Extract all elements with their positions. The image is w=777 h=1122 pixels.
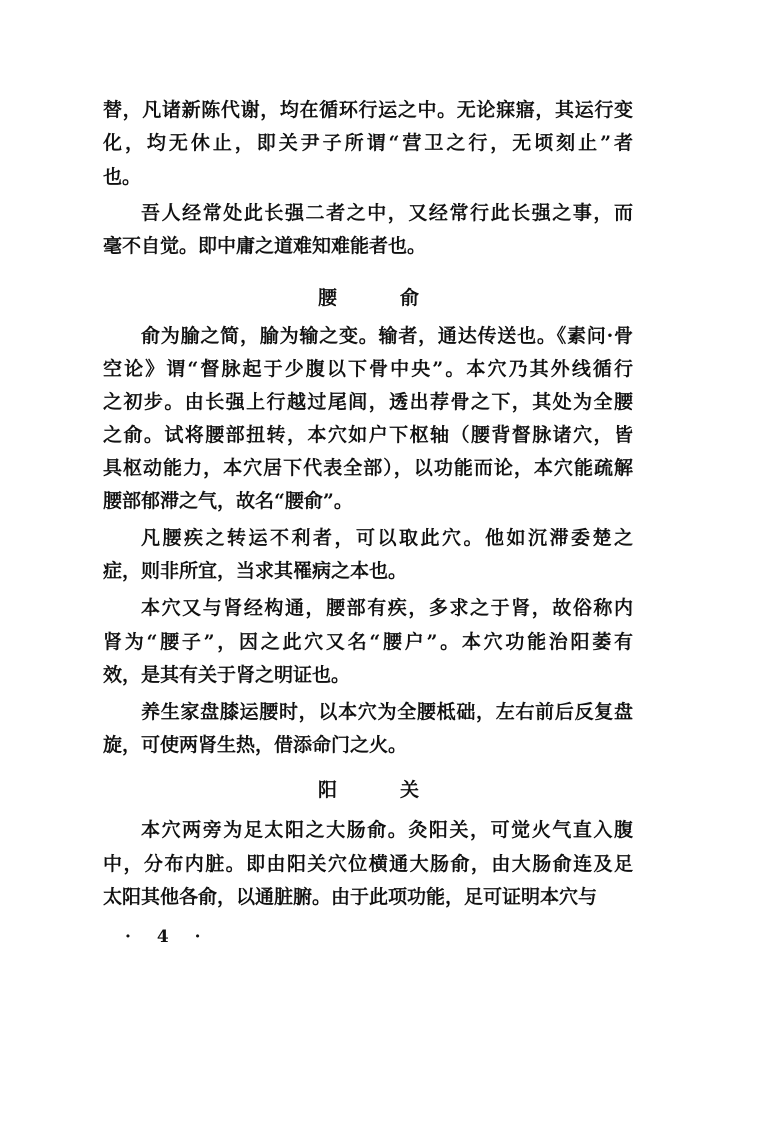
text-line: 太阳其他各俞，以通脏腑。由于此项功能，足可证明本穴与	[103, 886, 598, 908]
section-heading-yangguan-char2: 关	[400, 779, 420, 801]
section-heading-yangguan-char1: 阳	[318, 779, 338, 801]
text-line: 俞为腧之简，腧为输之变。输者，通达传送也。《素问·骨	[141, 325, 633, 347]
text-line: 具枢动能力，本穴居下代表全部），以功能而论，本穴能疏解	[103, 457, 633, 479]
section-heading-yaoshu-char2: 俞	[400, 287, 420, 309]
text-line: 吾人经常处此长强二者之中，又经常行此长强之事，而	[141, 202, 633, 224]
text-line: 空论》谓“督脉起于少腹以下骨中央”。本穴乃其外线循行	[103, 358, 633, 380]
text-line: 化，均无休止，即关尹子所谓“营卫之行，无顷刻止”者	[103, 132, 633, 154]
text-line: 之俞。试将腰部扭转，本穴如户下枢轴（腰背督脉诸穴，皆	[103, 424, 633, 446]
text-line: 效，是其有关于肾之明证也。	[103, 664, 351, 686]
text-line: 替，凡诸新陈代谢，均在循环行运之中。无论寐寤，其运行变	[103, 99, 633, 121]
text-line: 肾为“腰子”，因之此穴又名“腰户”。本穴功能治阳萎有	[103, 631, 633, 653]
text-line: 本穴两旁为足太阳之大肠俞。灸阳关，可觉火气直入腹	[141, 819, 633, 841]
page-number: · 4 ·	[125, 927, 211, 947]
text-line: 养生家盘膝运腰时，以本穴为全腰柢础，左右前后反复盘	[141, 701, 633, 723]
text-line: 毫不自觉。即中庸之道难知难能者也。	[103, 235, 427, 257]
text-line: 本穴又与肾经构通，腰部有疾，多求之于肾，故俗称内	[141, 597, 633, 619]
text-line: 中，分布内脏。即由阳关穴位横通大肠俞，由大肠俞连及足	[103, 853, 633, 875]
section-heading-yaoshu-char1: 腰	[318, 287, 338, 309]
text-line: 腰部郁滞之气，故名“腰俞”。	[103, 490, 353, 512]
text-line: 症，则非所宜，当求其罹病之本也。	[103, 560, 408, 582]
text-line: 凡腰疾之转运不利者，可以取此穴。他如沉滞委楚之	[141, 527, 633, 549]
text-line: 也。	[103, 166, 142, 188]
text-line: 旋，可使两肾生热，借添命门之火。	[103, 734, 408, 756]
text-line: 之初步。由长强上行越过尾闾，透出荐骨之下，其处为全腰	[103, 391, 633, 413]
